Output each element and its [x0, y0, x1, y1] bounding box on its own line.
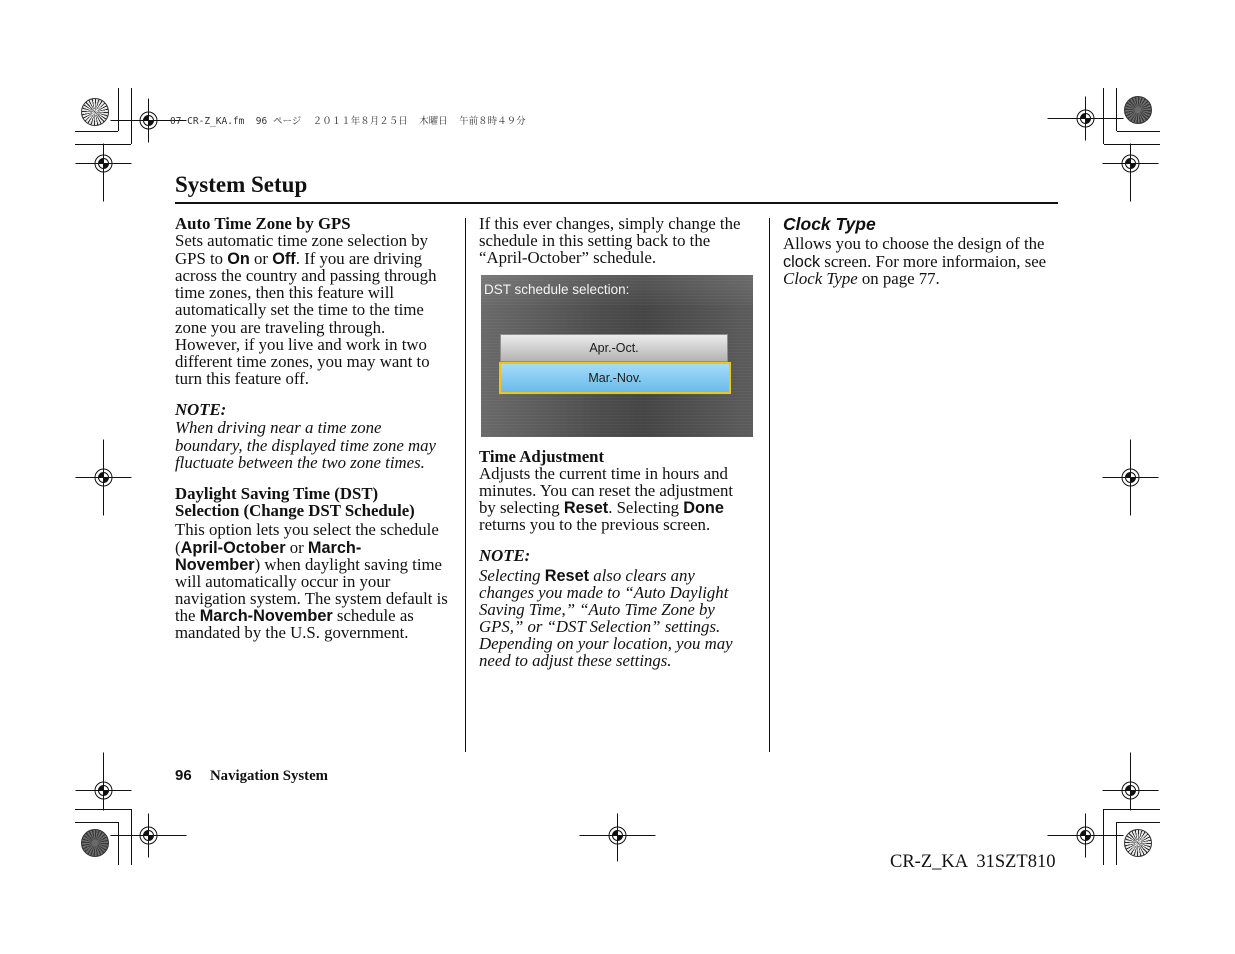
text-line: mandated by the U.S. government.: [175, 623, 409, 643]
sunburst-mark: [81, 98, 109, 126]
reset-label: Reset: [563, 499, 609, 518]
clock-label: clock: [783, 252, 821, 271]
text-line: [175, 539, 448, 556]
auto-time-zone-heading: [175, 215, 351, 232]
text-line: Sets automatic time zone selection by: [175, 231, 429, 251]
text-segment: GPS to: [175, 248, 228, 268]
text-line: [175, 556, 448, 573]
text-line: returns you to the previous screen.: [479, 515, 711, 535]
text-line: [479, 499, 733, 516]
registration-mark: [111, 814, 187, 858]
text-segment: Selecting: [479, 566, 545, 586]
dst-selection-screen-image: [481, 275, 753, 437]
registration-mark: [1103, 144, 1159, 202]
heading-text: Time Adjustment: [479, 447, 605, 467]
sunburst-mark: [1124, 96, 1152, 124]
text-segment: or: [249, 248, 273, 268]
text-line: minutes. You can reset the adjustment: [479, 481, 734, 501]
screen-title: DST schedule selection:: [484, 282, 630, 297]
text-line: GPS,” or “DST Selection” settings.: [479, 617, 721, 637]
text-line: will automatically occur in your: [175, 571, 391, 591]
column-divider: [465, 218, 466, 752]
auto-time-zone-body: [175, 232, 436, 387]
text-segment: or: [285, 537, 308, 557]
text-line: [175, 250, 436, 267]
text-line: need to adjust these settings.: [479, 651, 672, 671]
page-number: 96: [175, 767, 192, 784]
text-line: This option lets you select the schedule: [175, 520, 439, 540]
page-title: System Setup: [175, 172, 308, 197]
text-line: Saving Time,” “Auto Time Zone by: [479, 600, 715, 620]
text-line: Depending on your location, you may: [479, 634, 733, 654]
sunburst-mark: [1124, 829, 1152, 857]
march-november-label: November: [175, 555, 255, 574]
text-line: different time zones, you may want to: [175, 352, 430, 372]
text-line: automatically set the time to the time: [175, 300, 424, 320]
text-line: changes you made to “Auto Daylight: [479, 583, 729, 603]
text-line: navigation system. The system default is: [175, 589, 448, 609]
option-on-label: On: [227, 249, 250, 268]
registration-mark: [1103, 753, 1159, 811]
text-line: [783, 253, 1046, 271]
time-adjustment-heading: [479, 448, 604, 465]
text-line: [783, 270, 1046, 288]
text-segment: screen. For more informaion, see: [820, 251, 1047, 271]
april-october-label: April-October: [180, 538, 286, 557]
clock-type-heading: Clock Type: [783, 214, 876, 234]
registration-mark: [76, 144, 132, 202]
registration-mark: [1103, 440, 1159, 516]
option-mar-nov-button: Mar.-Nov.: [499, 362, 731, 394]
text-line: across the country and passing through: [175, 265, 437, 285]
note-label: [479, 547, 530, 564]
note-label: [175, 401, 226, 418]
text-line: When driving near a time zone: [175, 418, 382, 438]
time-adjustment-note: [479, 567, 733, 669]
done-label: Done: [683, 499, 724, 518]
heading-text: Daylight Saving Time (DST): [175, 484, 379, 504]
dst-selection-heading: [175, 485, 415, 519]
registration-mark: [580, 814, 656, 862]
registration-mark: [1048, 814, 1124, 858]
text-segment: (: [175, 537, 181, 557]
reset-label: Reset: [544, 567, 590, 586]
text-line: time zones, then this feature will: [175, 283, 395, 303]
text-line: zone you are traveling through.: [175, 317, 386, 337]
print-slug-header: 07 CR-Z_KA.fm 96 ページ ２０１１年８月２５日 木曜日 午前８時４９分: [170, 116, 526, 127]
option-apr-oct-button: Apr.-Oct.: [500, 334, 728, 362]
text-segment: . If you are driving: [295, 248, 423, 268]
option-off-label: Off: [272, 249, 296, 268]
title-rule: [175, 202, 1058, 204]
clock-type-reference: Clock Type: [783, 269, 858, 289]
text-segment: schedule as: [332, 606, 414, 626]
column-divider: [769, 218, 770, 752]
text-line: fluctuate between the two zone times.: [175, 453, 425, 473]
text-segment: . Selecting: [608, 498, 684, 518]
march-november-label: March-November: [199, 607, 333, 626]
dst-selection-body: [175, 521, 448, 641]
march-november-label: March-: [307, 538, 362, 557]
text-line: Adjusts the current time in hours and: [479, 464, 728, 484]
document-code: CR-Z_KA 31SZT810: [890, 852, 1056, 872]
registration-mark: [76, 753, 132, 811]
text-line: boundary, the displayed time zone may: [175, 435, 436, 455]
sunburst-mark: [81, 829, 109, 857]
text-line: “April-October” schedule.: [479, 248, 657, 268]
dst-follow-up-text: [479, 215, 740, 266]
registration-mark: [76, 440, 132, 516]
note-label-text: NOTE:: [175, 400, 227, 420]
text-segment: the: [175, 606, 200, 626]
clock-type-body: [783, 235, 1046, 288]
heading-text: Auto Time Zone by GPS: [175, 214, 351, 234]
text-segment: by selecting: [479, 498, 564, 518]
text-segment: ) when daylight saving time: [254, 554, 442, 574]
text-line: Allows you to choose the design of the: [783, 234, 1045, 254]
note-label-text: NOTE:: [479, 546, 531, 566]
auto-time-zone-note: [175, 419, 436, 472]
text-line: turn this feature off.: [175, 369, 309, 389]
text-line: [175, 607, 448, 624]
footer-section-title: Navigation System: [210, 768, 328, 784]
registration-mark: [1048, 97, 1124, 141]
text-line: If this ever changes, simply change the: [479, 214, 741, 234]
text-segment: on page 77.: [857, 269, 940, 289]
time-adjustment-body: [479, 465, 733, 533]
text-line: [479, 567, 733, 584]
text-segment: also clears any: [589, 566, 695, 586]
text-line: schedule in this setting back to the: [479, 231, 711, 251]
text-line: However, if you live and work in two: [175, 334, 427, 354]
heading-text: Selection (Change DST Schedule): [175, 501, 415, 521]
